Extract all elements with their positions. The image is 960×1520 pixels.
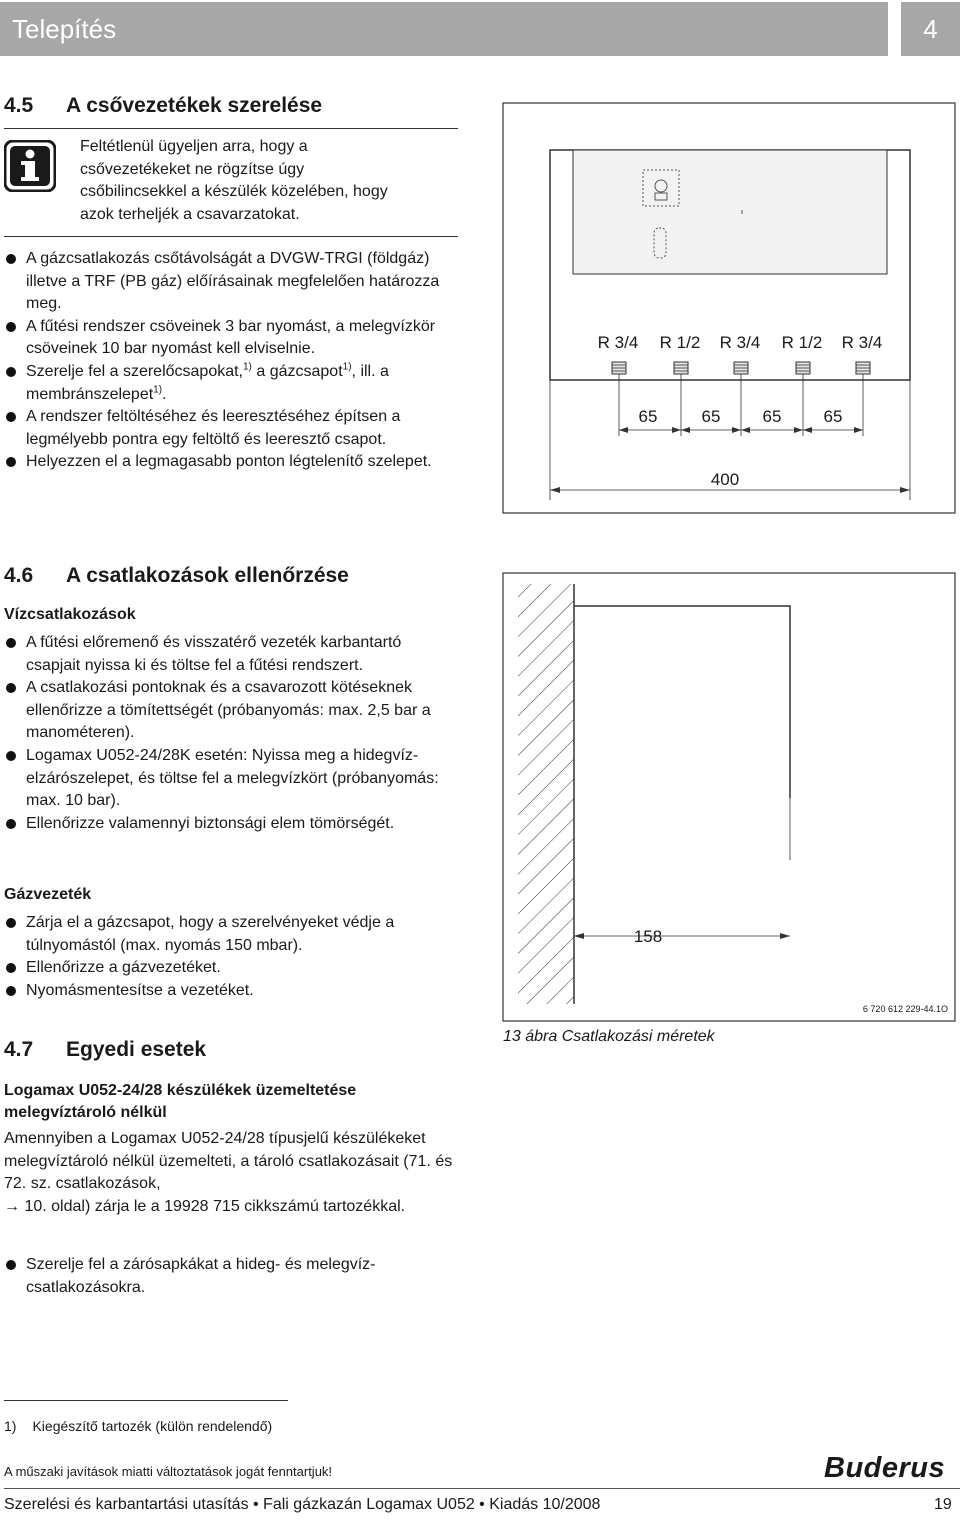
- gas-list: [4, 912, 464, 1002]
- footer-rule: [4, 1488, 960, 1489]
- section-4-6-heading: 4.6 A csatlakozások ellenőrzése: [4, 564, 349, 587]
- conn-label: R 3/4: [597, 333, 639, 352]
- list-item: A csatlakozási pontoknak és a csavarozott kötéseknek ellenőrizze a tömítettségét (próbanyomás: max. 2,5 bar a manométeren).: [4, 677, 454, 745]
- chapter-number: 4: [901, 2, 960, 56]
- figure-caption: 13 ábra Csatlakozási méretek: [503, 1028, 715, 1045]
- spacing-label: 65: [701, 407, 721, 426]
- section-4-7-heading: 4.7 Egyedi esetek: [4, 1038, 207, 1061]
- figure-code: 6 720 612 229-44.1O: [862, 1004, 948, 1014]
- list-item: Logamax U052-24/28K esetén: Nyissa meg a hidegvíz-elzárószelepet, és töltse fel a melegvízkört (próbanyomás: max. 10 bar).: [4, 745, 454, 813]
- width-label: 400: [710, 470, 740, 489]
- subheading-no-tank: Logamax U052-24/28 készülékek üzemeltetése melegvíztároló nélkül: [4, 1082, 357, 1121]
- depth-label: 158: [633, 927, 663, 946]
- wall-hatch: [518, 584, 574, 1004]
- list-item: A rendszer feltöltéséhez és leeresztéséhez építsen a legmélyebb pontra egy feltöltő és leeresztő csapot.: [4, 406, 454, 451]
- list-item: Nyomásmentesítse a vezetéket.: [4, 980, 464, 1003]
- section-4-5-list: [4, 248, 454, 474]
- water-list: [4, 632, 454, 835]
- boiler-side-outline: [574, 606, 790, 798]
- section-4-5-heading: 4.5 A csővezetékek szerelése: [4, 94, 323, 117]
- buderus-logo: Buderus: [824, 1452, 946, 1484]
- control-panel: [573, 150, 887, 274]
- list-item: Helyezzen el a legmagasabb ponton légtelenítő szelepet.: [4, 451, 454, 474]
- list-item: A fűtési rendszer csöveinek 3 bar nyomást, a melegvízkör csöveinek 10 bar nyomást kell elviselnie.: [4, 316, 454, 361]
- list-item: A gázcsatlakozás csőtávolságát a DVGW-TRGI (földgáz) illetve a TRF (PB gáz) előírásainak megfelelően határozza meg.: [4, 248, 454, 316]
- conn-label: R 3/4: [719, 333, 761, 352]
- arrow-icon: →: [4, 1197, 20, 1215]
- list-item: Szerelje fel a zárósapkákat a hideg- és melegvíz-csatlakozásokra.: [4, 1254, 444, 1299]
- conn-label: R 3/4: [841, 333, 883, 352]
- conn-label: R 1/2: [781, 333, 823, 352]
- spacing-label: 65: [823, 407, 843, 426]
- footer-text: Szerelési és karbantartási utasítás • Fali gázkazán Logamax U052 • Kiadás 10/2008: [4, 1496, 601, 1513]
- notice-text: Feltétlenül ügyeljen arra, hogy a csővezetékeket ne rögzítse úgy csőbilincsekkel a készülék közelében, hogy azok terheljék a csavarzatokat.: [80, 138, 388, 223]
- rights-notice: A műszaki javítások miatti változtatások jogát fenntartjuk!: [4, 1464, 333, 1479]
- section-4-7-list: [4, 1254, 444, 1299]
- conn-label: R 1/2: [659, 333, 701, 352]
- divider: [4, 128, 458, 129]
- list-item: Ellenőrizze a gázvezetéket.: [4, 957, 464, 980]
- divider: [4, 236, 458, 237]
- list-item: Zárja el a gázcsapot, hogy a szerelvényeket védje a túlnyomástól (max. nyomás 150 mbar).: [4, 912, 464, 957]
- subheading-water: Vízcsatlakozások: [4, 606, 136, 623]
- connection-dimensions-figure: [500, 100, 960, 1060]
- paragraph: Amennyiben a Logamax U052-24/28 típusjelű készülékeket melegvíztároló nélkül üzemelteti, a tároló csatlakozásait (71. és 72. sz. csatlakozások, → 10. oldal) zárja le a 19928 715 cikkszámú tartozékkal.: [4, 1130, 453, 1215]
- chapter-title: Telepítés: [0, 2, 888, 56]
- footnote-rule: [4, 1400, 288, 1401]
- list-item: Szerelje fel a szerelőcsapokat,$^{1)}$ a gázcsapot$^{1)}$, ill. a membránszelepet$^{1)}$.: [4, 361, 454, 406]
- page-number: 19: [934, 1496, 952, 1513]
- spacing-label: 65: [762, 407, 782, 426]
- subheading-gas: Gázvezeték: [4, 886, 92, 903]
- info-icon: [4, 140, 56, 192]
- footnote: 1) Kiegészítő tartozék (külön rendelendő): [4, 1418, 273, 1434]
- list-item: Ellenőrizze valamennyi biztonsági elem tömörségét.: [4, 813, 454, 836]
- list-item: A fűtési előremenő és visszatérő vezeték karbantartó csapjait nyissa ki és töltse fel a fűtési rendszert.: [4, 632, 454, 677]
- spacing-label: 65: [638, 407, 658, 426]
